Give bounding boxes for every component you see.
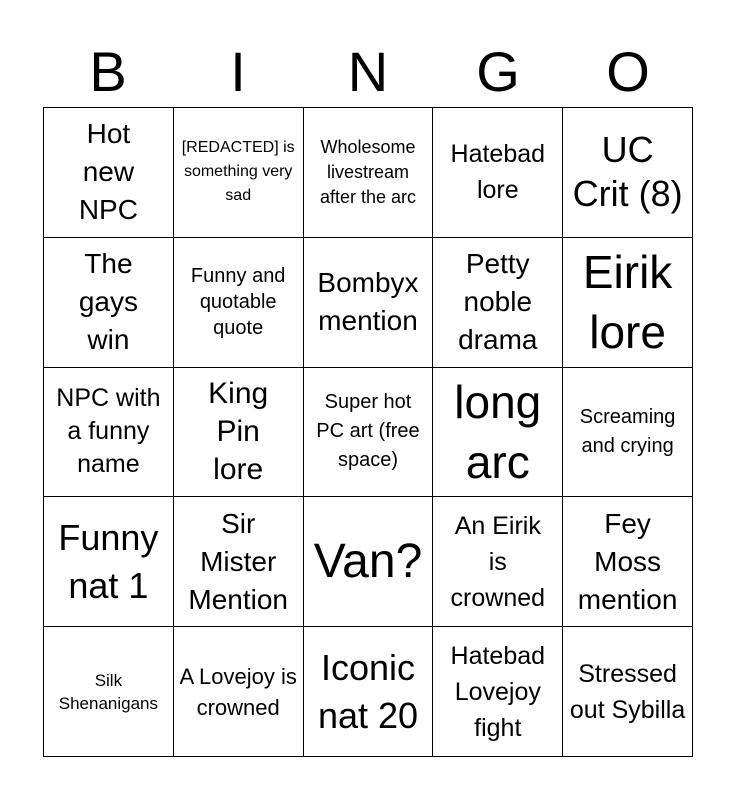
- bingo-cell[interactable]: [44, 368, 174, 498]
- bingo-cell[interactable]: [304, 238, 434, 368]
- cell-text: The gays win: [78, 248, 138, 356]
- cell-text: NPC with a funny name: [56, 384, 161, 479]
- bingo-cell[interactable]: [563, 238, 693, 368]
- bingo-cell[interactable]: [44, 497, 174, 627]
- bingo-cell[interactable]: [563, 497, 693, 627]
- cell-text: Sir Mister Mention: [188, 507, 288, 615]
- bingo-cell[interactable]: [304, 627, 434, 757]
- cell-text: King Pin lore: [208, 376, 269, 486]
- bingo-cell[interactable]: [174, 238, 304, 368]
- bingo-cell[interactable]: [174, 627, 304, 757]
- bingo-cell[interactable]: [433, 497, 563, 627]
- cell-text: Petty noble drama: [458, 248, 538, 356]
- bingo-cell[interactable]: [174, 368, 304, 498]
- header-letter-i: I: [230, 40, 246, 103]
- cell-text: Super hot PC art (free space): [316, 391, 420, 472]
- cell-text: Fey Moss mention: [577, 507, 678, 615]
- bingo-cell[interactable]: [44, 238, 174, 368]
- cell-text: Funny nat 1: [58, 516, 159, 606]
- bingo-cell[interactable]: [433, 238, 563, 368]
- cell-text: Hatebad Lovejoy fight: [450, 641, 546, 742]
- bingo-cell[interactable]: [563, 368, 693, 498]
- header-letter-n: N: [347, 40, 389, 103]
- cell-text: Stressed out Sybilla: [569, 659, 686, 724]
- bingo-cell[interactable]: [44, 108, 174, 238]
- bingo-cell[interactable]: [433, 108, 563, 238]
- cell-text: A Lovejoy is crowned: [179, 663, 297, 720]
- bingo-cell[interactable]: [433, 627, 563, 757]
- cell-text: long arc: [454, 375, 542, 488]
- cell-text: An Eirik is crowned: [450, 511, 546, 612]
- header-letter-o: O: [606, 40, 650, 103]
- cell-text: Van?: [313, 534, 423, 588]
- cell-text: UC Crit (8): [572, 129, 683, 215]
- cell-text: Funny and quotable quote: [190, 265, 286, 340]
- cell-text: Hot new NPC: [78, 118, 138, 226]
- cell-text: Wholesome livestream after the arc: [319, 136, 417, 207]
- cell-text: Bombyx mention: [317, 267, 419, 337]
- bingo-cell[interactable]: [174, 108, 304, 238]
- cell-text: [REDACTED] is something very sad: [181, 139, 295, 205]
- bingo-cell[interactable]: [304, 368, 434, 498]
- bingo-cell[interactable]: [304, 108, 434, 238]
- bingo-cell[interactable]: [304, 497, 434, 627]
- cell-text: Silk Shenanigans: [58, 670, 159, 713]
- bingo-cell[interactable]: [44, 627, 174, 757]
- bingo-grid: [43, 107, 693, 757]
- bingo-header: [43, 40, 693, 104]
- cell-text: Screaming and crying: [579, 405, 676, 457]
- bingo-cell[interactable]: [563, 108, 693, 238]
- header-letter-g: G: [476, 40, 520, 103]
- bingo-cell[interactable]: [563, 627, 693, 757]
- header-letter-b: B: [89, 40, 127, 103]
- cell-text: Hatebad lore: [450, 140, 546, 205]
- cell-text: Eirik lore: [582, 246, 673, 359]
- cell-text: Iconic nat 20: [317, 646, 419, 736]
- bingo-cell[interactable]: [433, 368, 563, 498]
- bingo-cell[interactable]: [174, 497, 304, 627]
